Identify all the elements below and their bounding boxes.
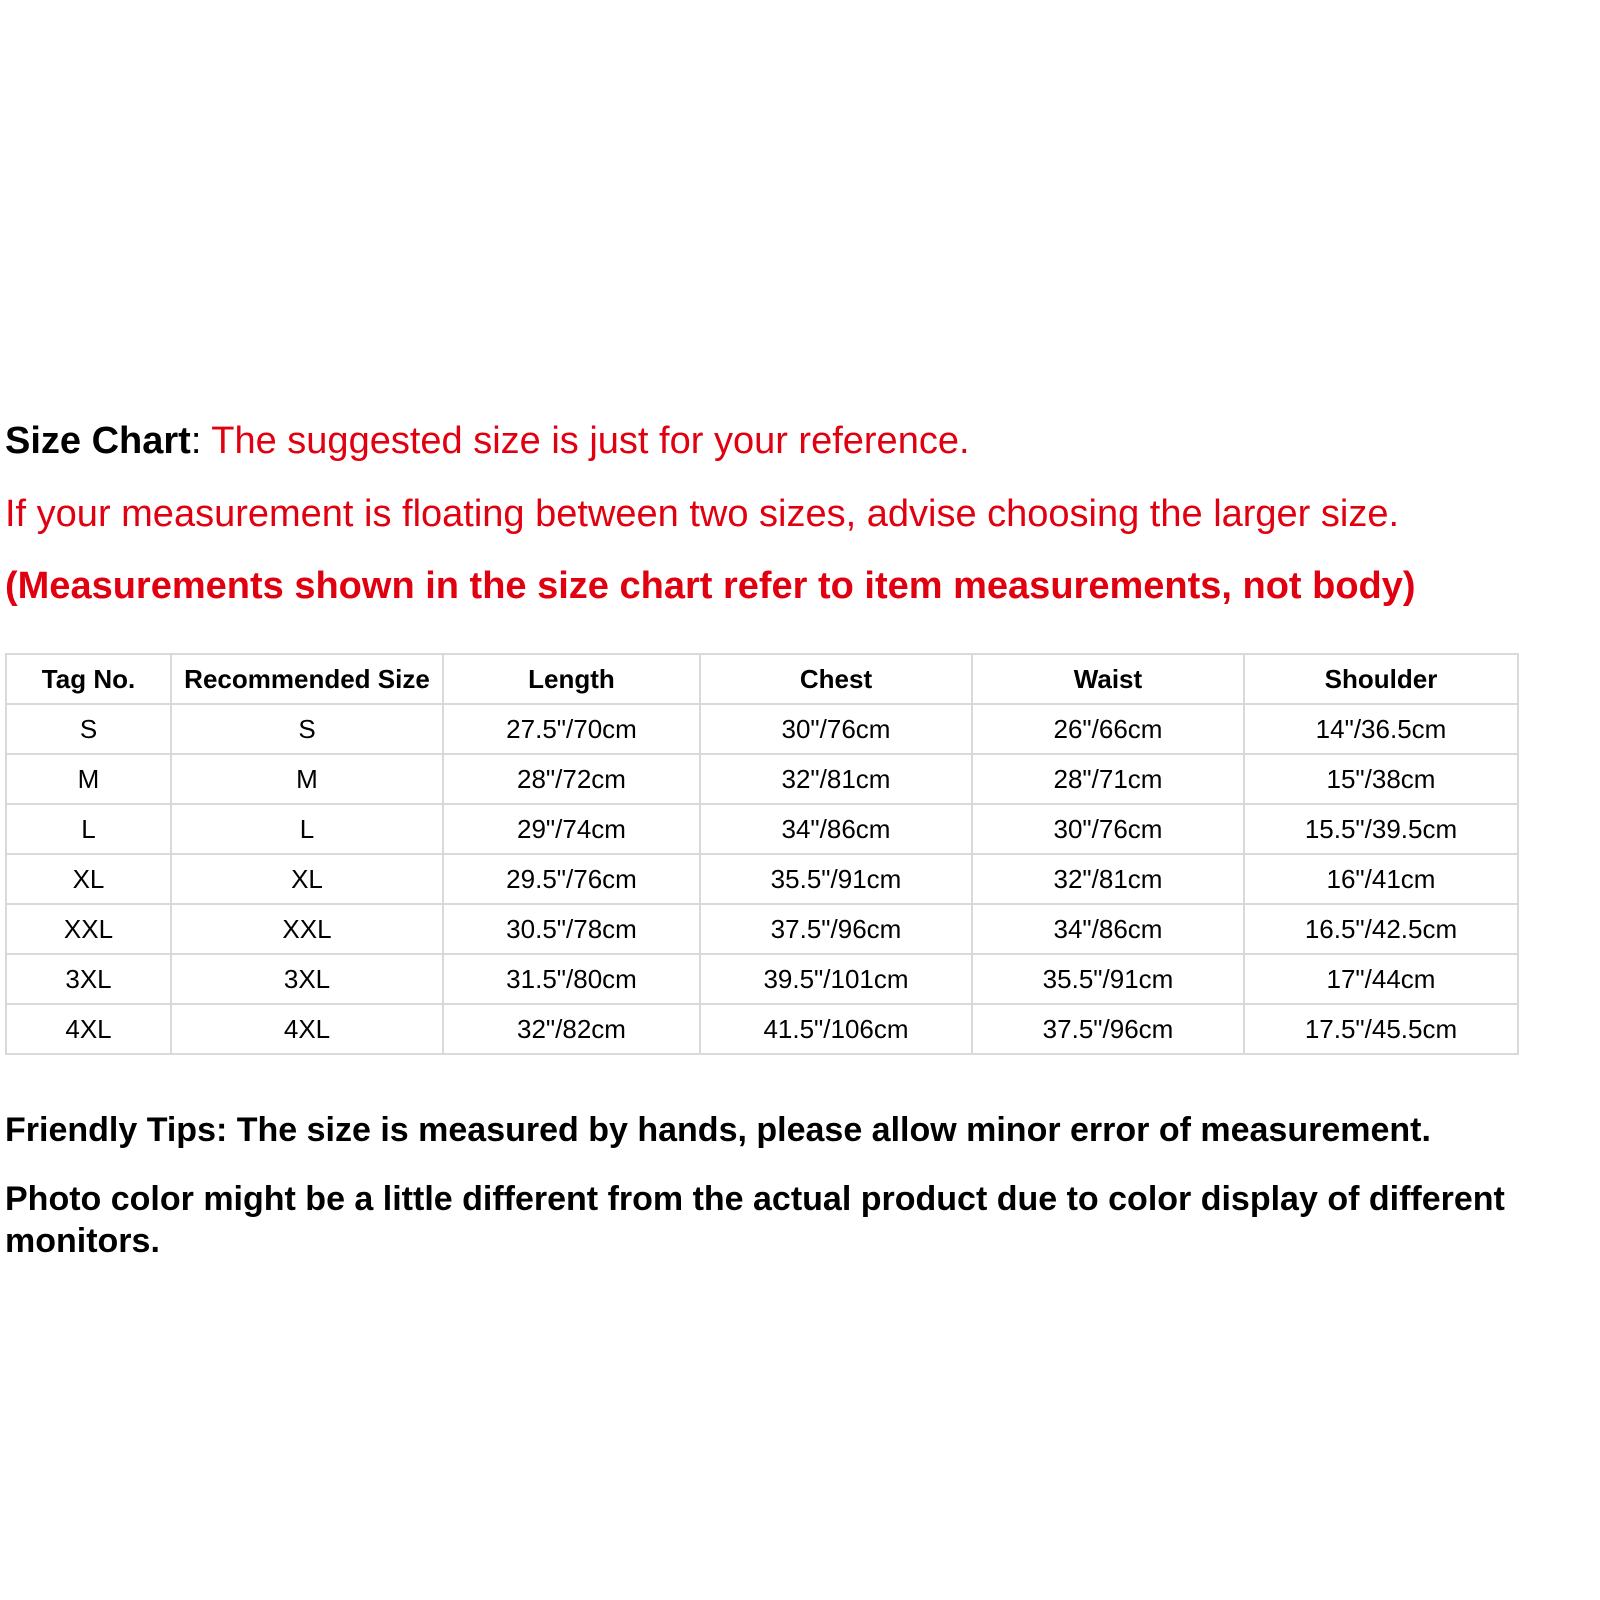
size-advice: If your measurement is floating between two sizes, advise choosing the larger size. xyxy=(5,493,1400,535)
cell-recommended: XXL xyxy=(171,904,443,954)
cell-length: 32"/82cm xyxy=(443,1004,700,1054)
cell-recommended: M xyxy=(171,754,443,804)
title-colon: : xyxy=(190,420,202,462)
cell-shoulder: 17"/44cm xyxy=(1244,954,1518,1004)
cell-chest: 34"/86cm xyxy=(700,804,972,854)
header-shoulder: Shoulder xyxy=(1244,654,1518,704)
header-recommended-size: Recommended Size xyxy=(171,654,443,704)
cell-shoulder: 15.5"/39.5cm xyxy=(1244,804,1518,854)
tip-measurement: Friendly Tips: The size is measured by hands, please allow minor error of measurement. xyxy=(5,1111,1431,1149)
cell-chest: 32"/81cm xyxy=(700,754,972,804)
cell-length: 29"/74cm xyxy=(443,804,700,854)
cell-tag: XL xyxy=(6,854,171,904)
cell-chest: 37.5"/96cm xyxy=(700,904,972,954)
cell-shoulder: 15"/38cm xyxy=(1244,754,1518,804)
cell-tag: XXL xyxy=(6,904,171,954)
cell-chest: 30"/76cm xyxy=(700,704,972,754)
cell-shoulder: 14"/36.5cm xyxy=(1244,704,1518,754)
cell-waist: 26"/66cm xyxy=(972,704,1244,754)
cell-tag: 3XL xyxy=(6,954,171,1004)
table-row xyxy=(6,704,1518,754)
cell-waist: 28"/71cm xyxy=(972,754,1244,804)
tip-photo-color: Photo color might be a little different from the actual product due to color display of different monitors. xyxy=(5,1180,1505,1260)
table-row xyxy=(6,804,1518,854)
cell-tag: M xyxy=(6,754,171,804)
cell-recommended: S xyxy=(171,704,443,754)
friendly-tips xyxy=(5,1110,1600,1262)
header-chest: Chest xyxy=(700,654,972,704)
table-row xyxy=(6,1004,1518,1054)
cell-recommended: XL xyxy=(171,854,443,904)
measurement-note: (Measurements shown in the size chart refer to item measurements, not body) xyxy=(5,565,1416,607)
cell-shoulder: 16"/41cm xyxy=(1244,854,1518,904)
size-chart-intro xyxy=(5,420,1595,609)
cell-waist: 32"/81cm xyxy=(972,854,1244,904)
table-row xyxy=(6,904,1518,954)
cell-recommended: 4XL xyxy=(171,1004,443,1054)
cell-tag: S xyxy=(6,704,171,754)
size-table xyxy=(5,653,1519,1055)
size-chart-title: Size Chart xyxy=(5,420,191,462)
cell-length: 28"/72cm xyxy=(443,754,700,804)
table-row xyxy=(6,754,1518,804)
table-row xyxy=(6,954,1518,1004)
cell-waist: 34"/86cm xyxy=(972,904,1244,954)
cell-chest: 35.5"/91cm xyxy=(700,854,972,904)
header-length: Length xyxy=(443,654,700,704)
cell-length: 29.5"/76cm xyxy=(443,854,700,904)
cell-tag: L xyxy=(6,804,171,854)
cell-shoulder: 17.5"/45.5cm xyxy=(1244,1004,1518,1054)
cell-length: 27.5"/70cm xyxy=(443,704,700,754)
cell-recommended: 3XL xyxy=(171,954,443,1004)
cell-length: 30.5"/78cm xyxy=(443,904,700,954)
cell-length: 31.5"/80cm xyxy=(443,954,700,1004)
table-header-row xyxy=(6,654,1518,704)
cell-chest: 39.5"/101cm xyxy=(700,954,972,1004)
cell-waist: 30"/76cm xyxy=(972,804,1244,854)
cell-tag: 4XL xyxy=(6,1004,171,1054)
cell-shoulder: 16.5"/42.5cm xyxy=(1244,904,1518,954)
header-tag-no: Tag No. xyxy=(6,654,171,704)
cell-recommended: L xyxy=(171,804,443,854)
table-row xyxy=(6,854,1518,904)
cell-chest: 41.5"/106cm xyxy=(700,1004,972,1054)
reference-note: The suggested size is just for your reference. xyxy=(201,420,970,462)
cell-waist: 37.5"/96cm xyxy=(972,1004,1244,1054)
header-waist: Waist xyxy=(972,654,1244,704)
size-chart-heading xyxy=(5,420,1595,464)
cell-waist: 35.5"/91cm xyxy=(972,954,1244,1004)
